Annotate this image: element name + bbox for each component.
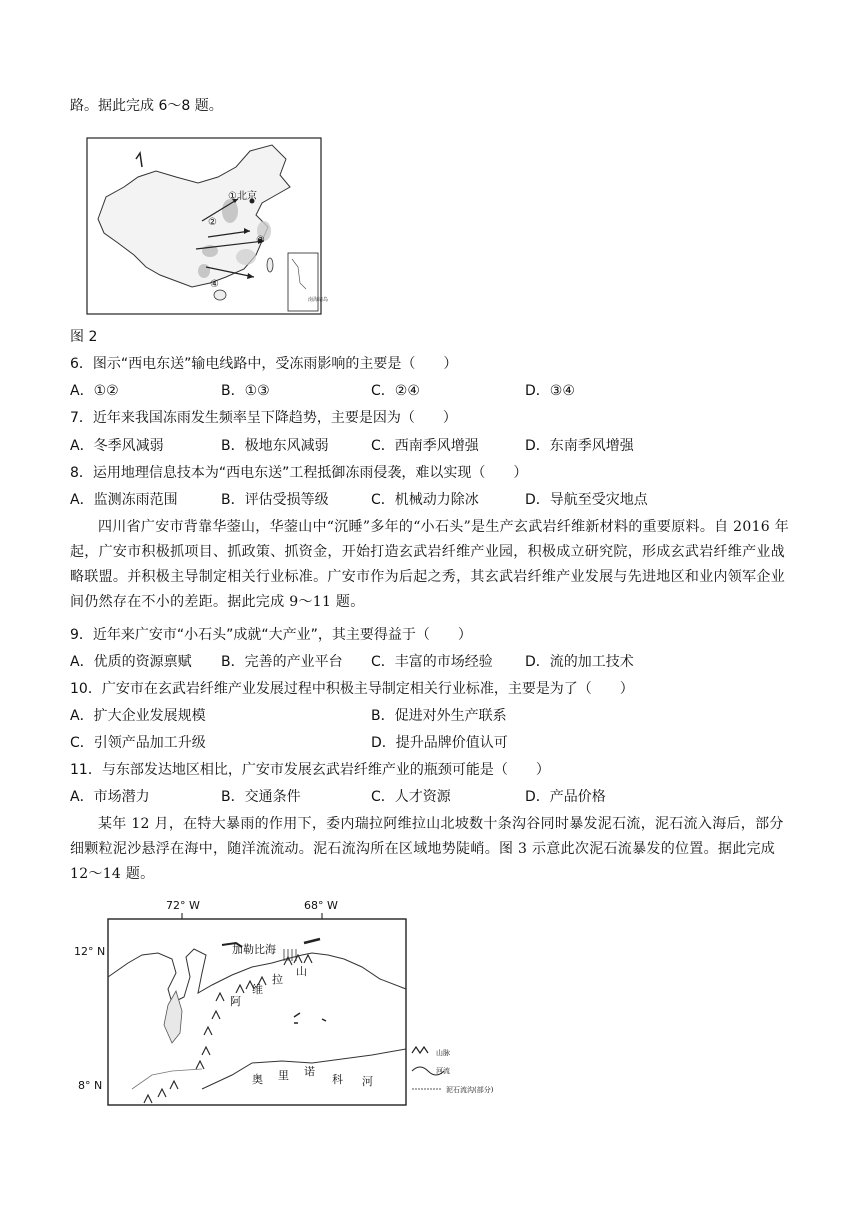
question-6-stem: 6．图示“西电东送”输电线路中，受冻雨影响的主要是（ ） xyxy=(70,356,458,372)
question-9-stem: 9．近年来广安市“小石头”成就“大产业”，其主要得益于（ ） xyxy=(70,627,472,643)
figure-2-map xyxy=(86,137,329,315)
question-6-option-a: A．①② xyxy=(70,383,119,399)
question-8-option-c: C．机械动力除冰 xyxy=(371,492,479,508)
question-6-option-b: B．①③ xyxy=(221,383,270,399)
question-8-option-a: A．监测冻雨范围 xyxy=(70,492,178,508)
question-11-option-c: C．人才资源 xyxy=(371,789,451,805)
question-11-option-b: B．交通条件 xyxy=(221,789,301,805)
river-char-2: 里 xyxy=(278,1069,289,1082)
mountain-char-3: 拉 xyxy=(272,973,283,986)
legend-river-label: 河流 xyxy=(436,1067,450,1075)
label-3: ③ xyxy=(256,235,265,246)
question-7-option-d: D．东南季风增强 xyxy=(525,438,634,454)
question-8-option-b: B．评估受损等级 xyxy=(221,492,329,508)
question-10-stem: 10．广安市在玄武岩纤维产业发展过程中积极主导制定相关行业标准，主要是为了（ ） xyxy=(70,681,634,697)
legend-ditch-label: 泥石流沟(部分) xyxy=(446,1086,494,1094)
question-8-option-d: D．导航至受灾地点 xyxy=(525,492,648,508)
passage-venezuela: 某年 12 月，在特大暴雨的作用下，委内瑞拉阿维拉山北坡数十条沟谷同时暴发泥石流，泥石流入海后，部分细颗粒泥沙悬浮在海中，随洋流流动。泥石流沟所在区域地势陡峭。图 3 示意此次泥石流暴发的位置。据此完成 12～14 题。 xyxy=(70,816,784,882)
question-10-option-d: D．提升品牌价值认可 xyxy=(371,735,508,751)
question-8-stem: 8．运用地理信息技本为“西电东送”工程抵御冻雨侵袭，难以实现（ ） xyxy=(70,465,528,481)
question-11-option-d: D．产品价格 xyxy=(525,789,606,805)
lon-label-72w: 72° W xyxy=(166,899,200,912)
question-10-option-c: C．引领产品加工升级 xyxy=(70,735,206,751)
question-9-option-b: B．完善的产业平台 xyxy=(221,654,343,670)
passage-guangan: 四川省广安市背靠华蓥山，华蓥山中“沉睡”多年的“小石头”是生产玄武岩纤维新材料的重要原料。自 2016 年起，广安市积极抓项目、抓政策、抓资金，开始打造玄武岩纤维产业园，积极成立研究院，形成玄武岩纤维产业战略联盟。并积极主导制定相关行业标准。广安市作为后起之秀，其玄武岩纤维产业发展与先进地区和业内领军企业间仍然存在不小的差距。据此完成 9～11 题。 xyxy=(70,519,790,610)
legend-mountain-icon xyxy=(412,1047,428,1053)
label-4: ④ xyxy=(210,279,219,290)
figure-3-map xyxy=(72,893,512,1113)
lon-label-68w: 68° W xyxy=(304,899,338,912)
label-2: ② xyxy=(208,217,217,228)
river-char-4: 科 xyxy=(332,1073,343,1086)
question-7-option-c: C．西南季风增强 xyxy=(371,438,479,454)
inset-label: 南海诸岛 xyxy=(308,297,329,303)
question-11-option-a: A．市场潜力 xyxy=(70,789,150,805)
lat-label-8n: 8° N xyxy=(78,1079,103,1092)
river-char-3: 诺 xyxy=(304,1065,315,1078)
legend-mountain-label: 山脉 xyxy=(436,1049,450,1057)
mountain-char-1: 阿 xyxy=(230,995,241,1008)
legend xyxy=(412,1047,494,1094)
question-9-option-c: C．丰富的市场经验 xyxy=(371,654,493,670)
mountain-char-4: 山 xyxy=(296,965,307,978)
sea-label: 加勒比海 xyxy=(232,943,276,956)
question-7-option-a: A．冬季风减弱 xyxy=(70,438,164,454)
question-10-option-b: B．促进对外生产联系 xyxy=(371,708,507,724)
label-1-beijing: ①北京 xyxy=(228,191,257,202)
river-char-1: 奥 xyxy=(252,1073,263,1086)
question-11-stem: 11．与东部发达地区相比，广安市发展玄武岩纤维产业的瓶颈可能是（ ） xyxy=(70,762,550,778)
lat-label-12n: 12° N xyxy=(74,945,106,958)
intro-tail: 路。据此完成 6～8 题。 xyxy=(70,98,223,114)
river-char-5: 河 xyxy=(362,1075,373,1088)
figure-2-caption: 图 2 xyxy=(70,329,98,345)
question-10-option-a: A．扩大企业发展规模 xyxy=(70,708,206,724)
mountain-char-2: 维 xyxy=(252,983,263,996)
question-7-stem: 7．近年来我国冻雨发生频率呈下降趋势，主要是因为（ ） xyxy=(70,410,457,426)
question-9-option-a: A．优质的资源禀赋 xyxy=(70,654,192,670)
question-6-option-d: D．③④ xyxy=(525,383,575,399)
question-9-option-d: D．流的加工技术 xyxy=(525,654,634,670)
question-6-option-c: C．②④ xyxy=(371,383,420,399)
question-7-option-b: B．极地东风减弱 xyxy=(221,438,329,454)
